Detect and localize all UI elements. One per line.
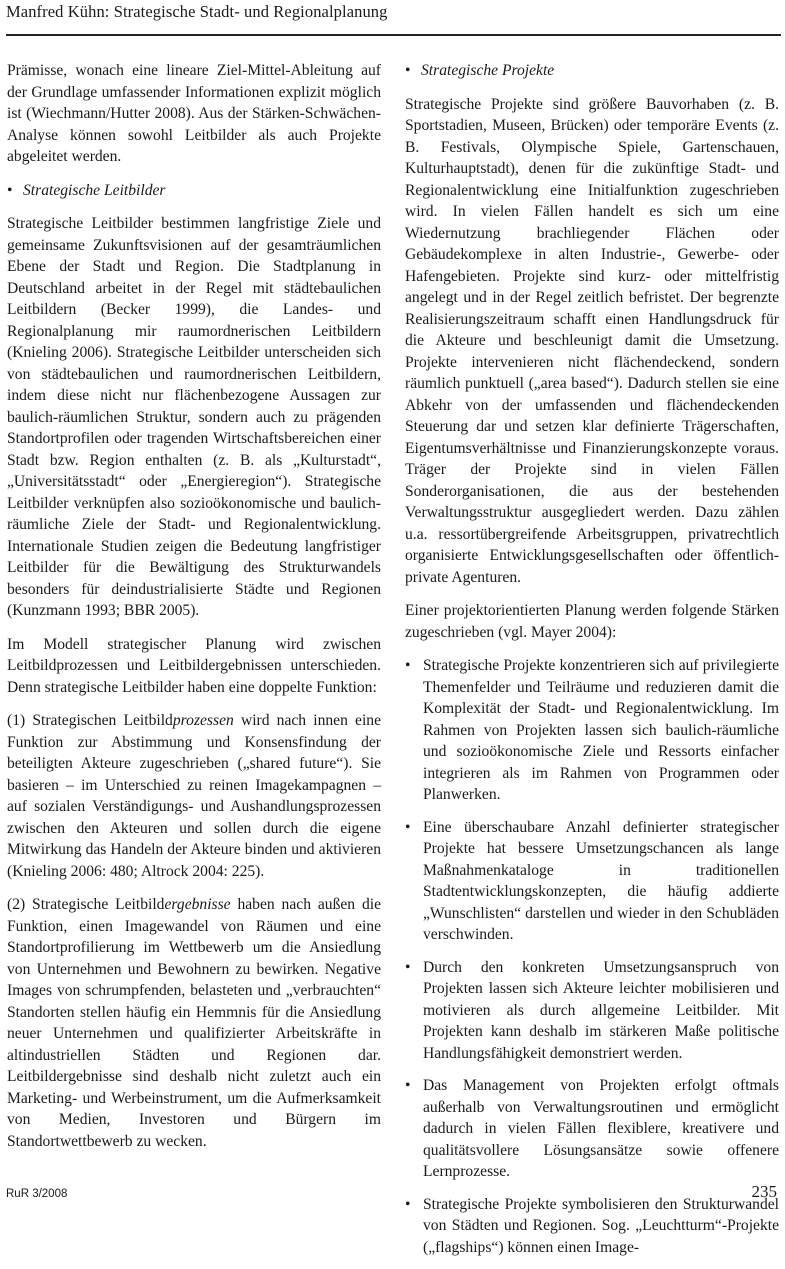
list-item: • Das Management von Projekten erfolgt oftmals außerhalb von Verwaltungsroutinen und ermöglicht dadurch in vielen Fällen flexiblere, kreativere und qualitätsvollere Lösungsansätze sowie offenere Lernprozesse.	[405, 1077, 779, 1180]
paragraph-leitbildergebnisse: (2) Strategische Leitbildergebnisse haben nach außen die Funktion, einen Imagewandel von Räumen und eine Standortprofilierung im Wettbewerb um die Ansiedlung von Unternehmen und Bewohnern zu bewirken. Negative Images von schrumpfenden, belasteten und „verbrauchten“ Standorten stellen häufig ein Hemmnis für die Ansiedlung neuer Unternehmen und qualifizierter Arbeitskräfte in altindustriellen Städten und Regionen dar. Leitbildergebnisse sind deshalb nicht zuletzt auch ein Marketing- und Werbeinstrument, um die Aufmerksamkeit von Medien, Investoren und Bürgern im Standortwettbewerb zu wecken.	[7, 896, 381, 1150]
header-rule	[6, 34, 781, 36]
page-number: 235	[751, 1182, 777, 1201]
paragraph: Strategische Leitbilder bestimmen langfristige Ziele und gemeinsame Zukunftsvisionen auf der gesamträumlichen Ebene der Stadt und Region. Die Stadtplanung in Deutschland arbeitet in der Regel mit städtebaulichen Leitbildern (Becker 1999), die Landes- und Regionalplanung mir raumordnerischen Leitbildern (Knieling 2006). Strategische Leitbilder unterscheiden sich von städtebaulichen und raumordnerischen Leitbildern, indem diese nicht nur flächenbezogene Aussagen zur baulich-räumlichen Struktur, sondern auch zu prägenden Standortprofilen oder tragenden Wirtschaftsbereichen einer Stadt bzw. Region enthalten (z. B. als „Kulturstadt“, „Universitätsstadt“ oder „Energieregion“). Strategische Leitbilder verknüpfen also sozioökonomische und baulich-räumliche Ziele der Stadt- und Regionalentwicklung. Internationale Studien zeigen die Bedeutung langfristiger Leitbilder für die Bewältigung des Strukturwandels besonders für deindustrialisierte Städte und Regionen (Kunzmann 1993; BBR 2005).	[7, 215, 381, 619]
section-heading-leitbilder	[7, 180, 381, 202]
bullet-icon: •	[405, 657, 411, 674]
left-column	[7, 60, 381, 1164]
bullet-icon: •	[7, 181, 13, 199]
bullet-icon: •	[405, 818, 411, 836]
paragraph: Einer projektorientierten Planung werden folgende Stärken zugeschrieben (vgl. Mayer 2004):	[405, 602, 779, 641]
section-heading-projekte	[405, 60, 779, 82]
journal-issue: RuR 3/2008	[6, 1188, 68, 1200]
paragraph: Prämisse, wonach eine lineare Ziel-Mittel-Ableitung auf der Grundlage umfassender Informationen explizit möglich ist (Wiechmann/Hutter 2008). Aus der Stärken-Schwächen-Analyse können sowohl Leitbilder als auch Projekte abgeleitet werden.	[7, 62, 381, 165]
paragraph: Strategische Projekte sind größere Bauvorhaben (z. B. Sportstadien, Museen, Brücken) oder temporäre Events (z. B. Festivals, Olympische Spiele, Gartenschauen, Kulturhauptstadt), denen für die zukünftige Stadt- und Regionalentwicklung eine Initialfunktion zugeschrieben wird. In vielen Fällen handelt es sich um eine Wiedernutzung brachliegender Flächen oder Gebäudekomplexe in alten Industrie-, Gewerbe- oder Hafengebieten. Projekte sind kurz- oder mittelfristig angelegt und in der Regel zeitlich befristet. Der begrenzte Realisierungszeitraum schafft einen Handlungsdruck für die Akteure und beschleunigt damit die Umsetzung. Projekte intervenieren nicht flächendeckend, sondern räumlich punktuell („area based“). Dadurch stellen sie eine Abkehr von der umfassenden und flächendeckenden Steuerung dar und setzen klar definierte Trägerschaften, Eigentumsverhältnisse und Finanzierungskonzepte voraus. Träger der Projekte sind in vielen Fällen Sonderorganisationen, die aus der bestehenden Verwaltungsstruktur ausgegliedert werden. Dazu zählen u.a. ressortübergreifende Arbeitsgruppen, privatrechtlich organisierte Entwicklungsgesellschaften oder öffentlich-private Agenturen.	[405, 95, 779, 586]
section-heading-text: Strategische Projekte	[421, 62, 555, 79]
list-item: • Eine überschaubare Anzahl definierter strategischer Projekte hat bessere Umsetzungschancen als lange Maßnahmenkataloge in traditionellen Stadtentwicklungskonzepten, die häufig addierte „Wunschlisten“ darstellen und wieder in den Schubläden verschwinden.	[405, 818, 779, 943]
list-item: • Durch den konkreten Umsetzungsanspruch von Projekten lassen sich Akteure leichter mobilisieren und motivieren als durch allgemeine Leitbilder. Mit Projekten kann deshalb im stärkeren Maße politische Handlungsfähigkeit demonstriert werden.	[405, 958, 779, 1062]
bullet-icon: •	[405, 62, 411, 79]
right-column	[405, 60, 779, 1269]
emphasis: ergebnisse	[164, 896, 231, 913]
emphasis: prozessen	[172, 712, 234, 729]
running-head: Manfred Kühn: Strategische Stadt- und Regionalplanung	[6, 2, 388, 21]
strengths-list	[405, 655, 779, 1258]
bullet-icon: •	[405, 1077, 411, 1094]
list-item: • Strategische Projekte symbolisieren den Strukturwandel von Städten und Regionen. Sog. „Leuchtturm“-Projekte („flagships“) können einen Image-	[405, 1195, 779, 1256]
list-item: • Strategische Projekte konzentrieren sich auf privilegierte Themenfelder und Teilräume und reduzieren damit die Komplexität der Stadt- und Regionalentwicklung. Im Rahmen von Projekten lassen sich baulich-räumliche und sozioökonomische Ziele und Ressorts einfacher integrieren als im Rahmen von Programmen oder Planwerken.	[405, 657, 779, 803]
paragraph: Im Modell strategischer Planung wird zwischen Leitbildprozessen und Leitbildergebnissen unterschieden. Denn strategische Leitbilder haben eine doppelte Funktion:	[7, 635, 381, 696]
paragraph-leitbildprozesse: (1) Strategischen Leitbildprozessen wird nach innen eine Funktion zur Abstimmung und Konsensfindung der beteiligten Akteure zugeschrieben („shared future“). Sie basieren – im Unterschied zu reinen Imagekampagnen – auf sozialen Verständigungs- und Aushandlungsprozessen zwischen den Akteuren und sollen durch die eigene Mitwirkung das Handeln der Akteure binden und aktivieren (Knieling 2006: 480; Altrock 2004: 225).	[7, 712, 382, 880]
section-heading-text: Strategische Leitbilder	[23, 181, 166, 199]
bullet-icon: •	[405, 958, 411, 976]
bullet-icon: •	[405, 1195, 411, 1213]
